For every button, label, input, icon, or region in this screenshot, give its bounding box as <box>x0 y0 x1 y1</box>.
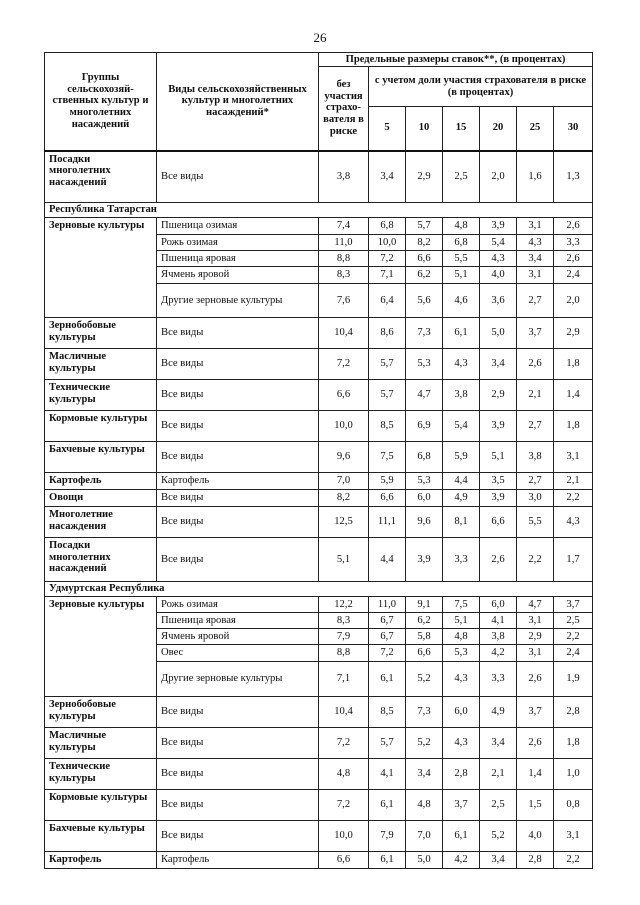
rate-with-share: 4,1 <box>369 759 406 790</box>
rate-with-share: 3,7 <box>517 697 554 728</box>
rate-with-share: 6,6 <box>406 251 443 267</box>
rate-with-share: 3,8 <box>517 442 554 473</box>
rate-with-share: 4,4 <box>369 538 406 582</box>
rate-with-share: 4,4 <box>443 473 480 490</box>
rate-with-share: 3,3 <box>443 538 480 582</box>
table-row <box>45 349 593 380</box>
crop-group: Посадки многолетних насаждений <box>45 538 157 582</box>
region-row <box>45 203 593 218</box>
rate-with-share: 4,3 <box>443 662 480 697</box>
table-row <box>45 790 593 821</box>
rate-with-share: 2,1 <box>517 380 554 411</box>
crop-kind: Ячмень яровой <box>157 629 319 645</box>
crop-kind: Рожь озимая <box>157 597 319 613</box>
rate-with-share: 2,8 <box>554 697 593 728</box>
rate-with-share: 5,1 <box>443 613 480 629</box>
rate-with-share: 5,7 <box>406 218 443 235</box>
table-row <box>45 597 593 613</box>
rate-with-share: 4,6 <box>443 284 480 318</box>
rate-with-share: 3,8 <box>443 380 480 411</box>
rate-with-share: 5,9 <box>443 442 480 473</box>
rate-with-share: 2,2 <box>554 629 593 645</box>
rate-with-share: 3,9 <box>480 411 517 442</box>
rate-with-share: 2,9 <box>406 151 443 203</box>
header-kind: Виды сельскохозяйственных культур и многолетних насаждений* <box>157 53 319 151</box>
rate-with-share: 6,1 <box>443 318 480 349</box>
crop-group: Кормовые культуры <box>45 411 157 442</box>
rate-with-share: 2,4 <box>554 267 593 284</box>
rate-with-share: 2,9 <box>554 318 593 349</box>
rate-with-share: 7,5 <box>369 442 406 473</box>
rate-with-share: 1,3 <box>554 151 593 203</box>
rate-no-share: 7,2 <box>319 349 369 380</box>
rate-with-share: 3,7 <box>517 318 554 349</box>
rate-no-share: 8,3 <box>319 613 369 629</box>
rate-with-share: 3,7 <box>443 790 480 821</box>
table-row <box>45 852 593 869</box>
rate-with-share: 3,3 <box>554 235 593 251</box>
rate-with-share: 4,3 <box>554 507 593 538</box>
crop-kind: Пшеница озимая <box>157 218 319 235</box>
table-row <box>45 218 593 235</box>
crop-group: Зерновые культуры <box>45 597 157 697</box>
crop-group: Посадки многолетних насаждений <box>45 151 157 203</box>
rate-no-share: 12,2 <box>319 597 369 613</box>
crop-group: Зернобобовые культуры <box>45 697 157 728</box>
header-with-share: с учетом доли участия страхователя в риске (в процентах) <box>369 67 593 107</box>
rate-with-share: 5,2 <box>406 662 443 697</box>
table-row <box>45 318 593 349</box>
rate-with-share: 5,0 <box>480 318 517 349</box>
rate-no-share: 10,4 <box>319 318 369 349</box>
rate-with-share: 8,5 <box>369 411 406 442</box>
crop-group: Зернобобовые культуры <box>45 318 157 349</box>
rate-with-share: 7,3 <box>406 697 443 728</box>
rate-with-share: 4,0 <box>480 267 517 284</box>
rate-with-share: 5,4 <box>443 411 480 442</box>
rate-with-share: 3,6 <box>480 284 517 318</box>
rate-with-share: 2,8 <box>443 759 480 790</box>
rate-with-share: 2,1 <box>480 759 517 790</box>
rate-with-share: 2,9 <box>480 380 517 411</box>
rate-with-share: 3,1 <box>517 645 554 662</box>
rate-with-share: 3,1 <box>554 442 593 473</box>
rate-with-share: 6,7 <box>369 629 406 645</box>
crop-kind: Все виды <box>157 442 319 473</box>
crop-kind: Все виды <box>157 728 319 759</box>
rate-with-share: 7,2 <box>369 251 406 267</box>
rate-no-share: 9,6 <box>319 442 369 473</box>
rate-no-share: 6,6 <box>319 852 369 869</box>
rate-with-share: 6,6 <box>406 645 443 662</box>
rate-with-share: 1,6 <box>517 151 554 203</box>
rate-no-share: 7,0 <box>319 473 369 490</box>
table-row <box>45 442 593 473</box>
table-row <box>45 538 593 582</box>
crop-kind: Все виды <box>157 507 319 538</box>
rate-with-share: 2,0 <box>480 151 517 203</box>
rate-with-share: 2,9 <box>517 629 554 645</box>
rate-with-share: 5,3 <box>406 349 443 380</box>
rate-with-share: 5,4 <box>480 235 517 251</box>
table-row <box>45 490 593 507</box>
rate-with-share: 6,8 <box>443 235 480 251</box>
rate-with-share: 3,8 <box>480 629 517 645</box>
rate-with-share: 3,9 <box>480 490 517 507</box>
table-row <box>45 473 593 490</box>
crop-group: Технические культуры <box>45 380 157 411</box>
rate-with-share: 4,3 <box>443 728 480 759</box>
rate-with-share: 3,7 <box>554 597 593 613</box>
rate-with-share: 6,2 <box>406 613 443 629</box>
crop-kind: Картофель <box>157 473 319 490</box>
crop-kind: Другие зерновые культуры <box>157 284 319 318</box>
rate-with-share: 4,0 <box>517 821 554 852</box>
rate-with-share: 7,5 <box>443 597 480 613</box>
header-share-level: 20 <box>480 107 517 151</box>
rate-with-share: 7,9 <box>369 821 406 852</box>
rate-with-share: 2,7 <box>517 284 554 318</box>
crop-kind: Другие зерновые культуры <box>157 662 319 697</box>
crop-kind: Все виды <box>157 380 319 411</box>
rate-with-share: 0,8 <box>554 790 593 821</box>
rate-no-share: 7,2 <box>319 728 369 759</box>
rate-with-share: 5,7 <box>369 380 406 411</box>
rate-with-share: 1,9 <box>554 662 593 697</box>
rate-with-share: 1,4 <box>517 759 554 790</box>
crop-group: Овощи <box>45 490 157 507</box>
crop-kind: Все виды <box>157 151 319 203</box>
header-share-level: 25 <box>517 107 554 151</box>
rate-with-share: 5,3 <box>406 473 443 490</box>
rate-with-share: 2,6 <box>554 251 593 267</box>
rate-no-share: 7,2 <box>319 790 369 821</box>
rate-with-share: 2,5 <box>554 613 593 629</box>
rate-with-share: 9,6 <box>406 507 443 538</box>
rate-with-share: 3,4 <box>406 759 443 790</box>
crop-kind: Ячмень яровой <box>157 267 319 284</box>
rate-with-share: 3,4 <box>480 349 517 380</box>
rate-with-share: 1,4 <box>554 380 593 411</box>
table-row <box>45 728 593 759</box>
crop-kind: Все виды <box>157 759 319 790</box>
table-row <box>45 821 593 852</box>
crop-group: Бахчевые культуры <box>45 821 157 852</box>
rate-with-share: 8,2 <box>406 235 443 251</box>
rate-with-share: 2,5 <box>480 790 517 821</box>
rate-with-share: 2,6 <box>517 349 554 380</box>
rate-with-share: 4,7 <box>406 380 443 411</box>
rate-with-share: 2,8 <box>517 852 554 869</box>
rate-with-share: 5,2 <box>406 728 443 759</box>
rate-with-share: 3,1 <box>517 267 554 284</box>
rate-with-share: 8,5 <box>369 697 406 728</box>
crop-kind: Пшеница яровая <box>157 613 319 629</box>
rate-with-share: 8,6 <box>369 318 406 349</box>
rate-with-share: 10,0 <box>369 235 406 251</box>
crop-kind: Овес <box>157 645 319 662</box>
rate-with-share: 2,6 <box>554 218 593 235</box>
rate-with-share: 5,9 <box>369 473 406 490</box>
rate-with-share: 6,7 <box>369 613 406 629</box>
header-share-level: 10 <box>406 107 443 151</box>
rate-no-share: 11,0 <box>319 235 369 251</box>
crop-kind: Картофель <box>157 852 319 869</box>
table-header <box>45 53 593 151</box>
rate-no-share: 7,6 <box>319 284 369 318</box>
rate-with-share: 4,8 <box>443 218 480 235</box>
rate-with-share: 1,0 <box>554 759 593 790</box>
rate-with-share: 4,2 <box>443 852 480 869</box>
rate-no-share: 7,9 <box>319 629 369 645</box>
rate-with-share: 5,2 <box>480 821 517 852</box>
rate-with-share: 2,7 <box>517 473 554 490</box>
rate-with-share: 6,1 <box>369 662 406 697</box>
rate-with-share: 6,1 <box>369 790 406 821</box>
rate-with-share: 3,0 <box>517 490 554 507</box>
rate-with-share: 6,6 <box>480 507 517 538</box>
crop-kind: Все виды <box>157 318 319 349</box>
rate-with-share: 6,4 <box>369 284 406 318</box>
rate-with-share: 5,8 <box>406 629 443 645</box>
rate-with-share: 4,1 <box>480 613 517 629</box>
rate-with-share: 3,9 <box>406 538 443 582</box>
rate-with-share: 6,9 <box>406 411 443 442</box>
rate-no-share: 10,0 <box>319 821 369 852</box>
rate-with-share: 2,5 <box>443 151 480 203</box>
rate-with-share: 3,4 <box>480 852 517 869</box>
rate-with-share: 2,6 <box>480 538 517 582</box>
header-no-share: без участия страхо-вателя в риске <box>319 67 369 151</box>
crop-group: Картофель <box>45 852 157 869</box>
crop-group: Многолетние насаждения <box>45 507 157 538</box>
rate-with-share: 3,1 <box>517 218 554 235</box>
rate-with-share: 2,6 <box>517 728 554 759</box>
rate-with-share: 3,4 <box>480 728 517 759</box>
rate-no-share: 10,0 <box>319 411 369 442</box>
rate-with-share: 7,1 <box>369 267 406 284</box>
rate-with-share: 6,2 <box>406 267 443 284</box>
rate-with-share: 11,1 <box>369 507 406 538</box>
rate-no-share: 3,8 <box>319 151 369 203</box>
crop-kind: Все виды <box>157 697 319 728</box>
rate-with-share: 5,3 <box>443 645 480 662</box>
rate-no-share: 10,4 <box>319 697 369 728</box>
header-share-level: 5 <box>369 107 406 151</box>
crop-group: Масличные культуры <box>45 349 157 380</box>
rate-with-share: 3,4 <box>517 251 554 267</box>
rate-with-share: 6,0 <box>406 490 443 507</box>
rate-with-share: 2,4 <box>554 645 593 662</box>
rate-with-share: 5,7 <box>369 349 406 380</box>
rate-with-share: 8,1 <box>443 507 480 538</box>
rate-with-share: 6,0 <box>443 697 480 728</box>
crop-kind: Пшеница яровая <box>157 251 319 267</box>
crop-kind: Рожь озимая <box>157 235 319 251</box>
rate-with-share: 3,1 <box>554 821 593 852</box>
crop-group: Картофель <box>45 473 157 490</box>
rate-with-share: 4,3 <box>517 235 554 251</box>
header-limits: Предельные размеры ставок**, (в процентах) <box>319 53 593 67</box>
rate-no-share: 8,2 <box>319 490 369 507</box>
rate-with-share: 6,8 <box>369 218 406 235</box>
rate-with-share: 4,9 <box>480 697 517 728</box>
header-share-level: 15 <box>443 107 480 151</box>
rate-with-share: 1,8 <box>554 411 593 442</box>
table-row <box>45 411 593 442</box>
rate-no-share: 8,8 <box>319 251 369 267</box>
rate-with-share: 1,7 <box>554 538 593 582</box>
table-row <box>45 380 593 411</box>
rate-with-share: 7,3 <box>406 318 443 349</box>
rate-with-share: 4,7 <box>517 597 554 613</box>
rate-no-share: 7,4 <box>319 218 369 235</box>
crop-kind: Все виды <box>157 790 319 821</box>
region-title: Удмуртская Республика <box>45 582 593 597</box>
rate-no-share: 6,6 <box>319 380 369 411</box>
table-row <box>45 697 593 728</box>
rate-with-share: 6,6 <box>369 490 406 507</box>
rate-with-share: 4,8 <box>406 790 443 821</box>
page-number: 26 <box>313 30 327 45</box>
table-row <box>45 151 593 203</box>
crop-kind: Все виды <box>157 349 319 380</box>
rate-with-share: 7,2 <box>369 645 406 662</box>
rate-with-share: 5,1 <box>443 267 480 284</box>
rate-with-share: 2,2 <box>554 490 593 507</box>
rate-no-share: 4,8 <box>319 759 369 790</box>
crop-group: Кормовые культуры <box>45 790 157 821</box>
rate-with-share: 5,5 <box>517 507 554 538</box>
rate-with-share: 3,9 <box>480 218 517 235</box>
crop-kind: Все виды <box>157 490 319 507</box>
rate-with-share: 4,8 <box>443 629 480 645</box>
crop-kind: Все виды <box>157 411 319 442</box>
rate-with-share: 6,0 <box>480 597 517 613</box>
crop-group: Зерновые культуры <box>45 218 157 318</box>
rate-with-share: 11,0 <box>369 597 406 613</box>
rate-with-share: 2,2 <box>554 852 593 869</box>
rate-no-share: 5,1 <box>319 538 369 582</box>
crop-kind: Все виды <box>157 538 319 582</box>
rate-with-share: 1,5 <box>517 790 554 821</box>
rate-with-share: 9,1 <box>406 597 443 613</box>
rate-no-share: 8,3 <box>319 267 369 284</box>
table-row <box>45 507 593 538</box>
rate-with-share: 2,2 <box>517 538 554 582</box>
crop-group: Технические культуры <box>45 759 157 790</box>
rate-with-share: 2,1 <box>554 473 593 490</box>
rate-with-share: 1,8 <box>554 728 593 759</box>
header-share-level: 30 <box>554 107 593 151</box>
rate-with-share: 6,1 <box>443 821 480 852</box>
rate-with-share: 4,3 <box>443 349 480 380</box>
crop-group: Масличные культуры <box>45 728 157 759</box>
rate-with-share: 3,1 <box>517 613 554 629</box>
rate-with-share: 6,8 <box>406 442 443 473</box>
rate-with-share: 5,7 <box>369 728 406 759</box>
rate-with-share: 4,9 <box>443 490 480 507</box>
table-body <box>45 151 593 869</box>
rate-with-share: 2,6 <box>517 662 554 697</box>
rate-with-share: 1,8 <box>554 349 593 380</box>
rate-with-share: 5,0 <box>406 852 443 869</box>
rate-no-share: 12,5 <box>319 507 369 538</box>
rate-with-share: 5,5 <box>443 251 480 267</box>
rate-no-share: 8,8 <box>319 645 369 662</box>
rate-with-share: 5,6 <box>406 284 443 318</box>
rate-with-share: 6,1 <box>369 852 406 869</box>
rate-with-share: 5,1 <box>480 442 517 473</box>
rate-no-share: 7,1 <box>319 662 369 697</box>
region-row <box>45 582 593 597</box>
table-row <box>45 759 593 790</box>
crop-kind: Все виды <box>157 821 319 852</box>
rate-with-share: 3,3 <box>480 662 517 697</box>
region-title: Республика Татарстан <box>45 203 593 218</box>
rate-with-share: 7,0 <box>406 821 443 852</box>
rate-with-share: 2,7 <box>517 411 554 442</box>
rate-with-share: 3,5 <box>480 473 517 490</box>
rate-with-share: 4,2 <box>480 645 517 662</box>
crop-group: Бахчевые культуры <box>45 442 157 473</box>
rate-with-share: 2,0 <box>554 284 593 318</box>
header-group: Группы сельскохозяй-ственных культур и многолетних насаждений <box>45 53 157 151</box>
rate-with-share: 3,4 <box>369 151 406 203</box>
rate-with-share: 4,3 <box>480 251 517 267</box>
insurance-rates-table <box>44 52 593 869</box>
